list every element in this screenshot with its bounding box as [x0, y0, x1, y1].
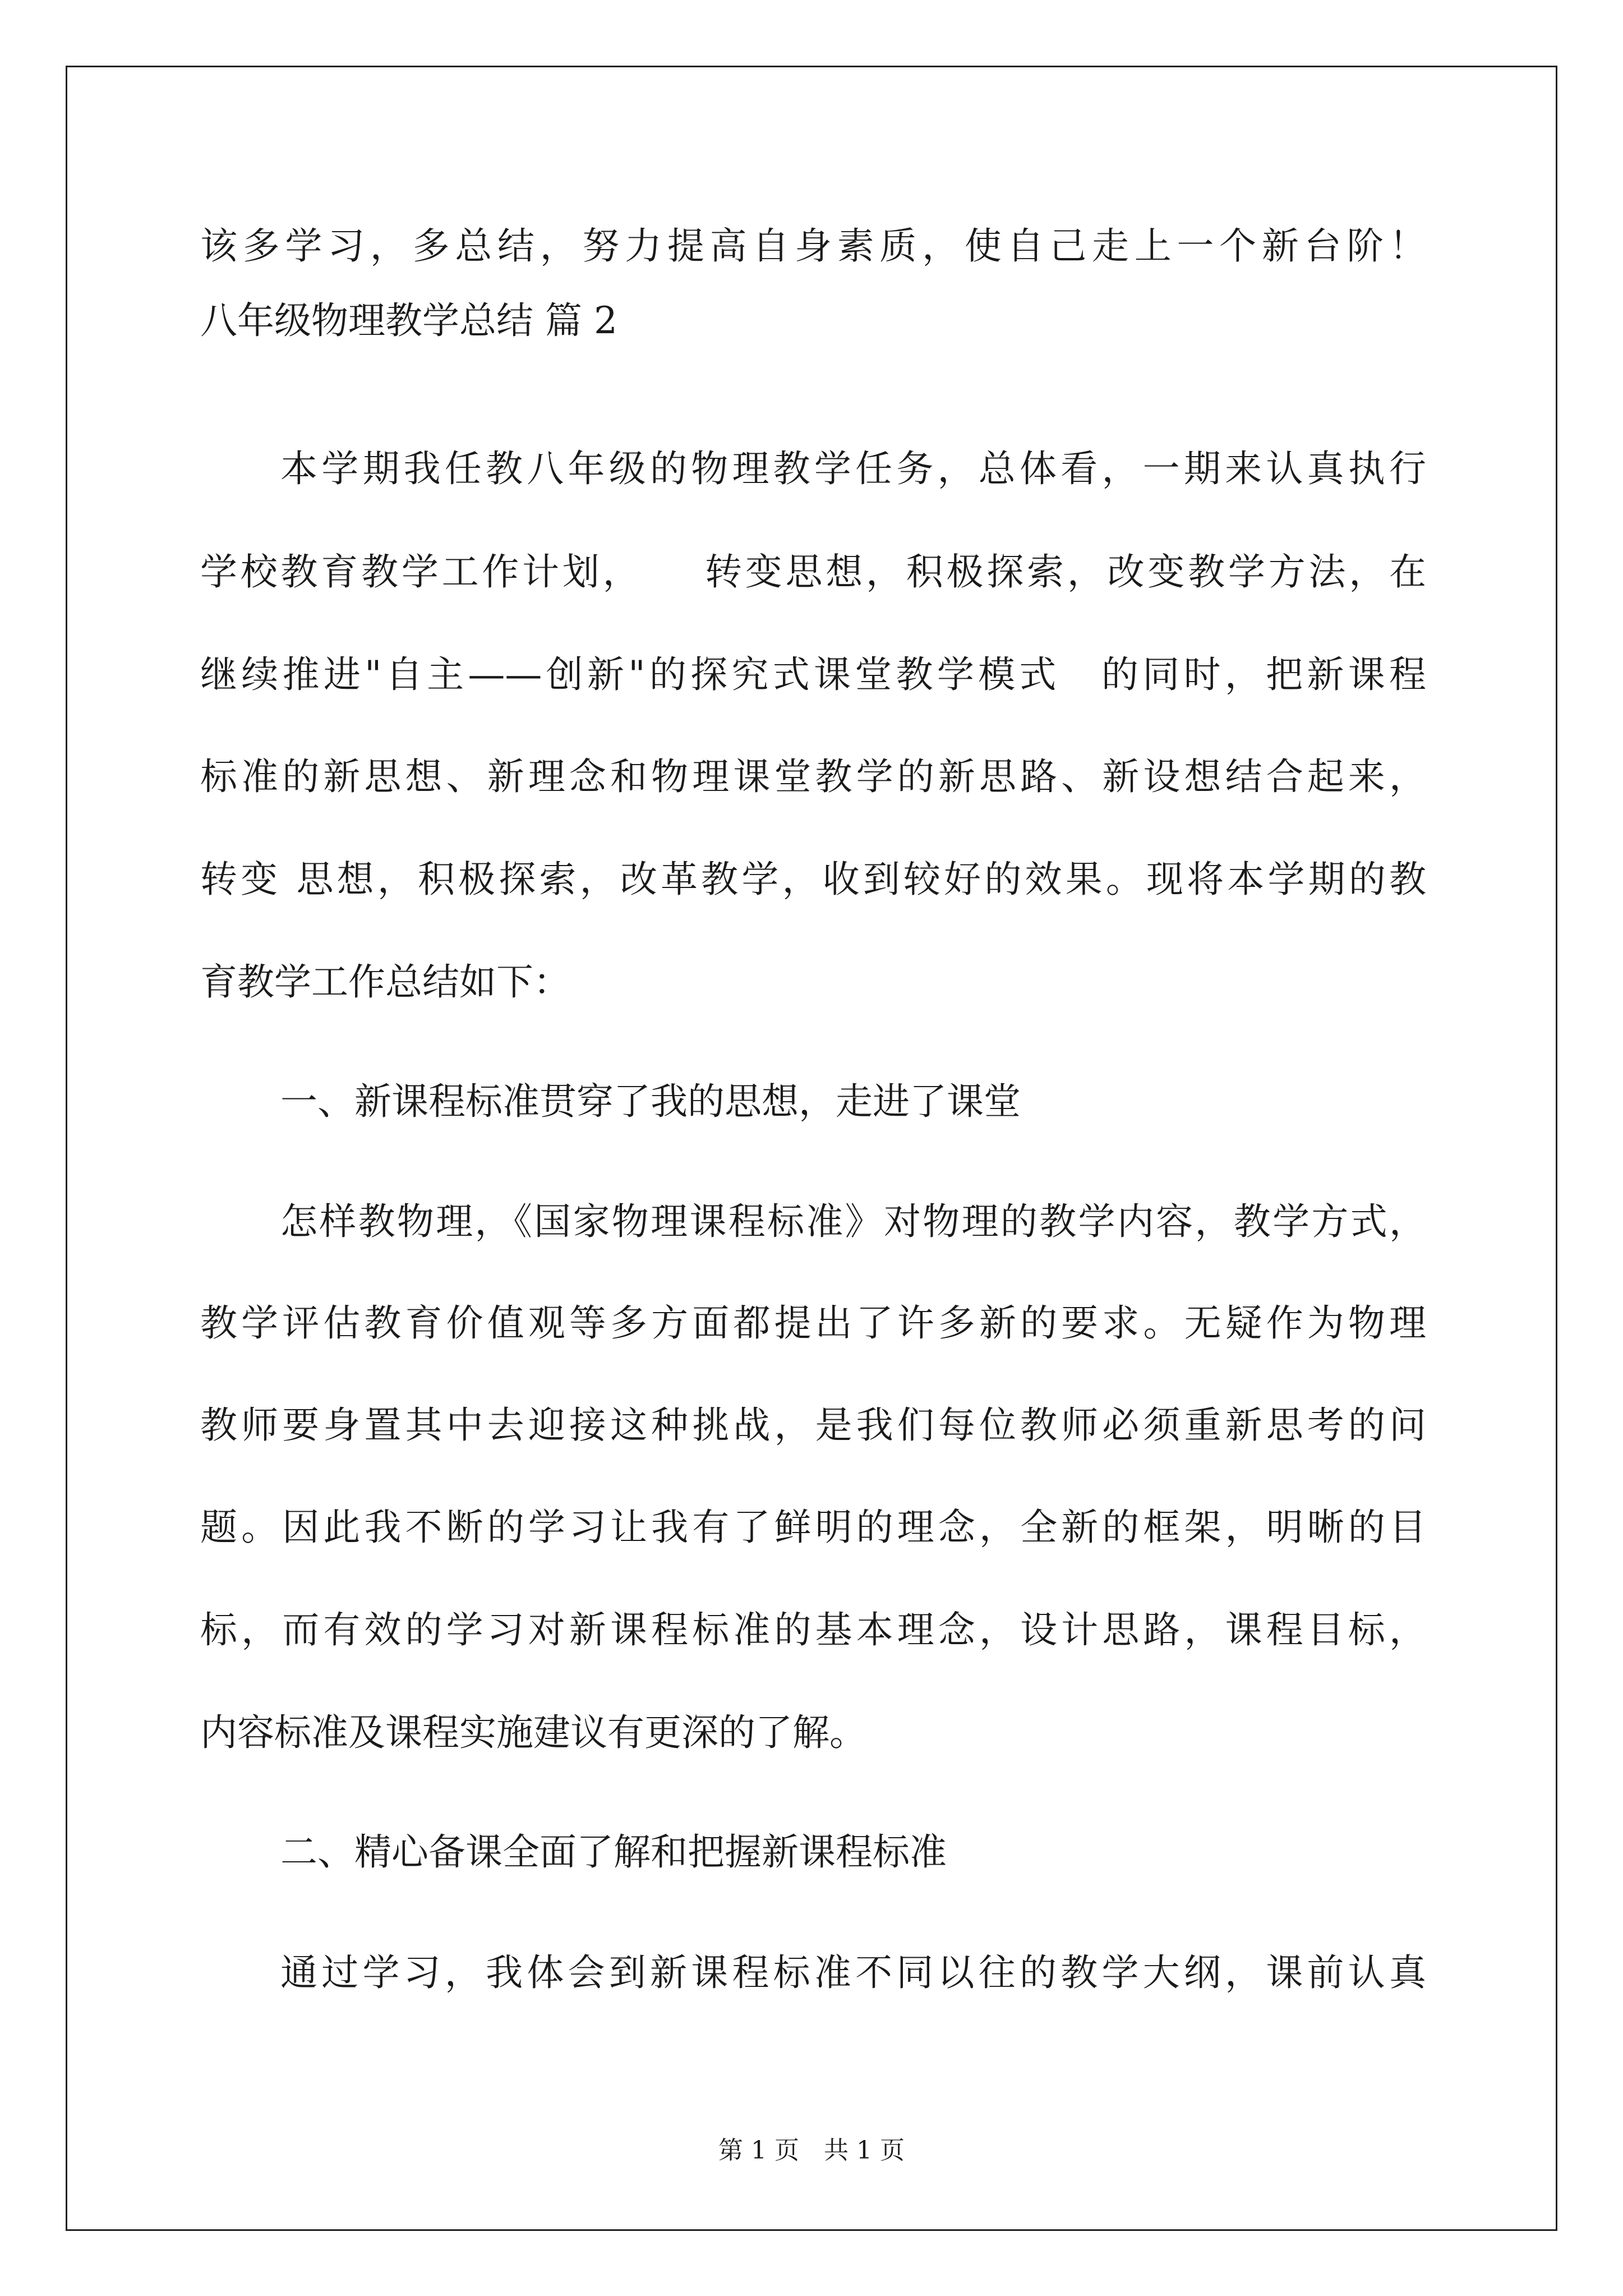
text-line: 怎样教物理，《国家物理课程标准》对物理的教学内容，教学方式， [280, 1200, 1426, 1243]
text-line: 育教学工作总结如下： [200, 960, 570, 1004]
text-line: 该多学习，多总结，努力提高自身素质，使自己走上一个新台阶！ [200, 224, 1426, 268]
text-line: 教师要身置其中去迎接这种挑战，是我们每位教师必须重新思考的问 [200, 1404, 1426, 1447]
page-frame [66, 66, 1557, 2231]
text-line: 继续推进"自主——创新"的探究式课堂教学模式 的同时，把新课程 [200, 653, 1426, 696]
text-line: 转变 思想，积极探索，改革教学，收到较好的效果。现将本学期的教 [200, 858, 1426, 901]
section-title: 八年级物理教学总结 篇 2 [200, 299, 617, 342]
page-indicator: 第 1 页 共 1 页 [718, 2136, 905, 2165]
text-line: 本学期我任教八年级的物理教学任务，总体看，一期来认真执行 [280, 447, 1426, 490]
text-line: 通过学习，我体会到新课程标准不同以往的教学大纲，课前认真 [280, 1951, 1426, 1994]
text-line: 内容标准及课程实施建议有更深的了解。 [200, 1711, 866, 1754]
text-line: 标，而有效的学习对新课程标准的基本理念，设计思路，课程目标， [200, 1608, 1426, 1651]
text-line: 题。因此我不断的学习让我有了鲜明的理念，全新的框架，明晰的目 [200, 1506, 1426, 1549]
subheading: 一、新课程标准贯穿了我的思想，走进了课堂 [280, 1080, 1021, 1123]
text-line: 学校教育教学工作计划， 转变思想，积极探索，改变教学方法，在 [200, 550, 1426, 593]
text-line: 标准的新思想、新理念和物理课堂教学的新思路、新设想结合起来， [200, 755, 1426, 798]
text-line: 教学评估教育价值观等多方面都提出了许多新的要求。无疑作为物理 [200, 1301, 1426, 1345]
subheading: 二、精心备课全面了解和把握新课程标准 [280, 1830, 947, 1874]
